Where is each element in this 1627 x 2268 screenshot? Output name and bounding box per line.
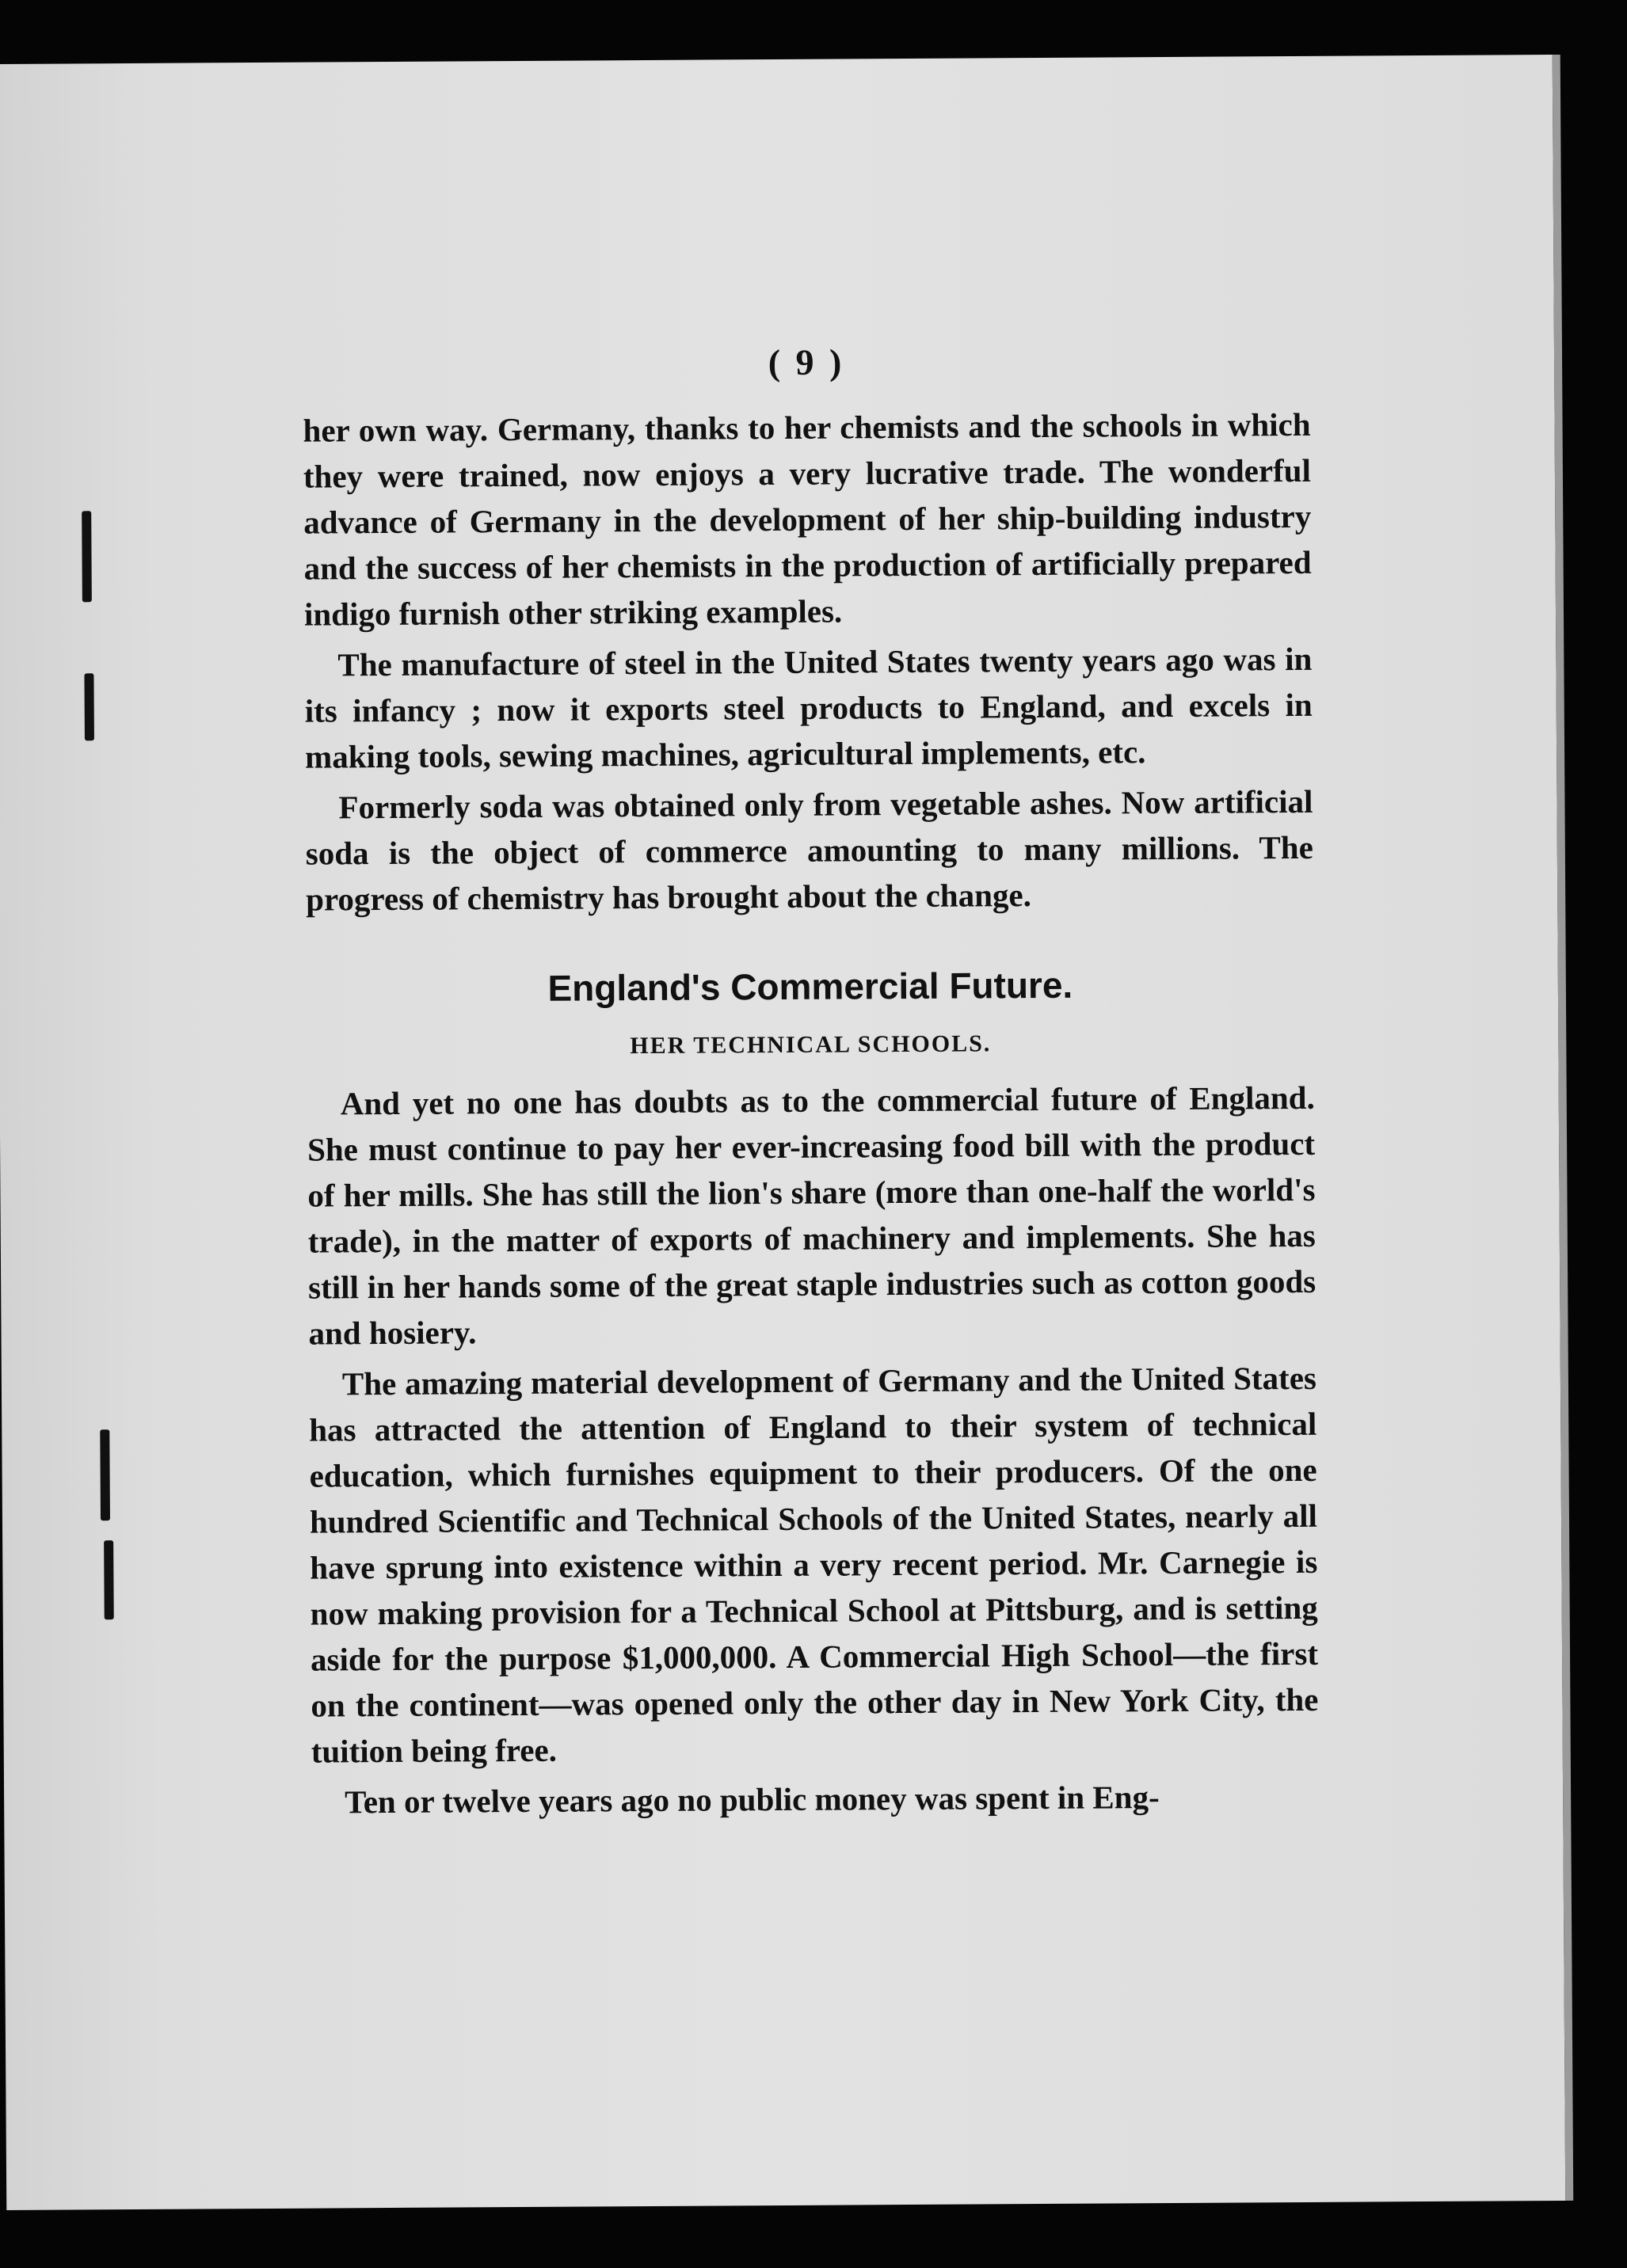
section-subheading: HER TECHNICAL SCHOOLS.	[630, 1030, 992, 1060]
paragraph: The manufacture of steel in the United States twenty years ago was in its infancy ; now it exports steel products to England, and excels in making tools, sewing machines, agricultural implements, etc.	[304, 640, 1313, 775]
section-heading: England's Commercial Future.	[547, 964, 1073, 1009]
binding-mark	[104, 1540, 114, 1619]
paragraph: And yet no one has doubts as to the commercial future of England. She must continue to pay her ever-increasing food bill with the product of her mills. She has still the lion's share (more than one-half the world's trade), in the matter of exports of machinery and implements. She has still in her hands some of the great staple industries such as cotton goods and hosiery.	[307, 1079, 1316, 1352]
paragraph: Formerly soda was obtained only from vegetable ashes. Now artificial soda is the object of commerce amounting to many millions. The progress of chemistry has brought about the change.	[305, 782, 1313, 918]
page-number: ( 9 )	[768, 341, 845, 383]
scanned-page	[0, 55, 1565, 2210]
page-text	[303, 341, 1319, 1830]
paragraph: Ten or twelve years ago no public money was spent in Eng-	[345, 1779, 1160, 1821]
paragraph: The amazing material development of Germany and the United States has attracted the attention of England to their system of technical education, which furnishes equipment to their producers. Of the one hundred Scientific and Technical Schools of the United States, nearly all have sprung into existence within a very recent period. Mr. Carnegie is now making provision for a Technical School at Pittsburg, and is setting aside for the purpose $1,000,000. A Commercial High School—the first on the continent—was opened only the other day in New York City, the tuition being free.	[309, 1359, 1319, 1770]
binding-mark	[84, 673, 94, 740]
page-edge	[1553, 55, 1574, 2201]
binding-mark	[82, 511, 92, 602]
paragraph: her own way. Germany, thanks to her chemists and the schools in which they were trained, now enjoys a very lucrative trade. The wonderful advance of Germany in the development of her ship-building industry and the success of her chemists in the production of artificially prepared indigo furnish other striking examples.	[303, 405, 1312, 633]
binding-mark	[100, 1429, 110, 1520]
